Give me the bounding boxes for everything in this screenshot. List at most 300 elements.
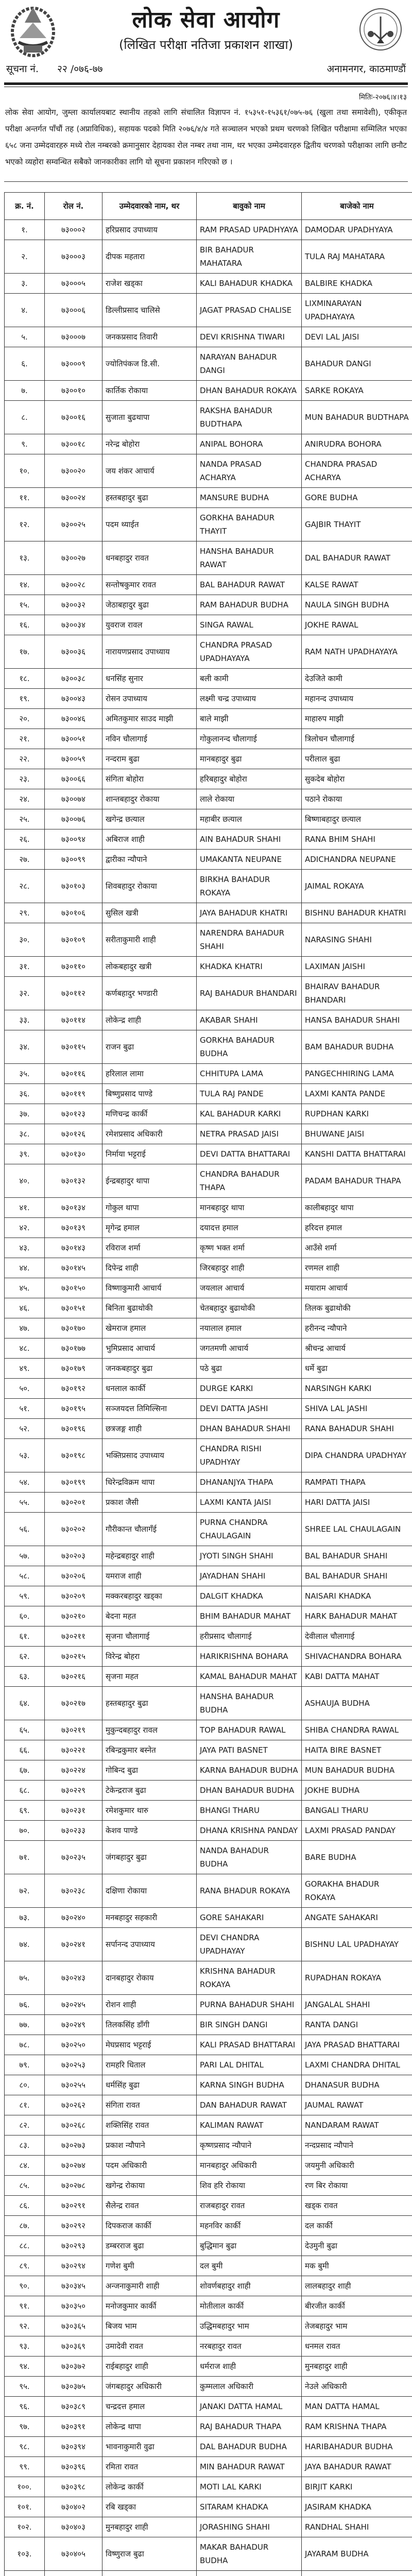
grandfather-name: खड्क रावत — [302, 2196, 412, 2216]
roll-number: ७३००७६ — [45, 809, 102, 829]
father-name: NARENDRA BAHADUR SHAHI — [197, 923, 302, 957]
serial-number: ७३. — [5, 1908, 45, 1928]
table-row — [5, 1821, 412, 1841]
father-name: TULA RAJ PANDE — [197, 1084, 302, 1104]
father-name: BAL BAHADUR RAWAT — [197, 575, 302, 595]
father-name: JAGAT PRASAD CHALISE — [197, 294, 302, 327]
grandfather-name: SARKE ROKAYA — [302, 381, 412, 401]
table-row — [5, 2115, 412, 2136]
roll-number: ७३००२८ — [45, 575, 102, 595]
grandfather-name: पठाने रोकाया — [302, 789, 412, 809]
candidate-name: मुकुन्दबहादुर रावल — [102, 1720, 197, 1740]
serial-number: ४५. — [5, 1278, 45, 1298]
candidate-name: खेमराज हमाल — [102, 1318, 197, 1338]
table-row — [5, 635, 412, 669]
roll-number: ७३०२५३ — [45, 2055, 102, 2075]
candidate-name: मृगेन्द्र हमाल — [102, 1218, 197, 1238]
grandfather-name: HARIBAHADUR BUDHA — [302, 2437, 412, 2457]
serial-number: १९. — [5, 689, 45, 709]
grandfather-name: JAYA PRASAD BHATTARAI — [302, 2035, 412, 2055]
candidate-name: अबिराज शाही — [102, 829, 197, 850]
grandfather-name: RANDHAL SHAHI — [302, 2517, 412, 2537]
table-row — [5, 2377, 412, 2397]
table-row — [5, 1687, 412, 1720]
serial-number: ६८. — [5, 1781, 45, 1801]
serial-number: ७. — [5, 381, 45, 401]
table-row — [5, 2336, 412, 2357]
grandfather-name: मुनबहादुर शाही — [302, 2357, 412, 2377]
roll-number: ७३०१७७ — [45, 1338, 102, 1359]
grandfather-name: DAMODAR UPADHYAYA — [302, 220, 412, 240]
table-row — [5, 1667, 412, 1687]
table-row — [5, 2075, 412, 2095]
serial-number: ७७. — [5, 2015, 45, 2035]
father-name: MIN BAHADUR RAWAT — [197, 2457, 302, 2477]
table-row — [5, 1084, 412, 1104]
table-row — [5, 508, 412, 541]
serial-number: ३७. — [5, 1104, 45, 1124]
serial-number: २५. — [5, 809, 45, 829]
grandfather-name: तेजबहादुर भाम — [302, 2316, 412, 2336]
serial-number: २१. — [5, 729, 45, 749]
roll-number: ७३००९४ — [45, 829, 102, 850]
grandfather-name: धनमल रावत — [302, 2336, 412, 2357]
candidate-name: गोबिन्द बुढा — [102, 1760, 197, 1781]
grandfather-name: BAHADUR DANGI — [302, 347, 412, 381]
father-name: KRISHNA BAHADUR ROKAYA — [197, 1961, 302, 1995]
father-name: हरीप्रसाद चौलागाई — [197, 1626, 302, 1647]
father-name: SINGA RAWAL — [197, 615, 302, 635]
grandfather-name: मयाराम आचार्य — [302, 1278, 412, 1298]
table-row — [5, 1379, 412, 1399]
roll-number: ७३०२४३ — [45, 1961, 102, 1995]
table-row — [5, 1064, 412, 1084]
candidate-name: जनकप्रसाद तिवारी — [102, 327, 197, 347]
notice-line — [6, 62, 406, 75]
roll-number: ७३०३८९ — [45, 2397, 102, 2417]
roll-number: ७३०२९४ — [45, 2256, 102, 2276]
father-name: DALGIT KHADKA — [197, 1586, 302, 1606]
grandfather-name: रणमल शाही — [302, 1258, 412, 1278]
table-row — [5, 1399, 412, 1419]
roll-number: ७३०००३ — [45, 240, 102, 274]
table-row — [5, 1841, 412, 1874]
serial-number: २८. — [5, 870, 45, 903]
serial-number: ५३. — [5, 1439, 45, 1472]
roll-number: ७३००२० — [45, 454, 102, 488]
table-row — [5, 749, 412, 769]
candidate-name: निर्माया भट्टराई — [102, 1144, 197, 1164]
serial-number: ६३. — [5, 1667, 45, 1687]
roll-number — [45, 2571, 102, 2576]
serial-number: १०२. — [5, 2517, 45, 2537]
serial-number: ७९. — [5, 2055, 45, 2075]
father-name: DEVI CHANDRA UPADHAYAY — [197, 1928, 302, 1961]
roll-number: ७३०३७५ — [45, 2377, 102, 2397]
serial-number: ८२. — [5, 2115, 45, 2136]
candidate-name: नरेन्द्र बोहोरा — [102, 434, 197, 454]
grandfather-name: BISHNU BAHADUR KHATRI — [302, 903, 412, 923]
table-row — [5, 434, 412, 454]
father-name: कृष्ण भक्त शर्मा — [197, 1238, 302, 1258]
roll-number: ७३०१०३ — [45, 870, 102, 903]
candidate-name: सुसिल खत्री — [102, 903, 197, 923]
page-title: लोक सेवा आयोग — [132, 7, 280, 33]
father-name: DAL BAHADUR BUDHA — [197, 2437, 302, 2457]
candidate-name: शान्तबहादुर रोकाया — [102, 789, 197, 809]
serial-number: ४१. — [5, 1198, 45, 1218]
father-name: JAYADHAN SHAHI — [197, 1566, 302, 1586]
candidate-name: सृजना महत — [102, 1667, 197, 1687]
roll-number: ७३०२२१ — [45, 1740, 102, 1760]
grandfather-name: धर्मे बुढा — [302, 1359, 412, 1379]
father-name: MAKAR BAHADUR BUDHA — [197, 2537, 302, 2571]
candidate-name: प्रकाश जैसी — [102, 1493, 197, 1513]
grandfather-name: SHREE LAL CHAULAGAIN — [302, 1513, 412, 1546]
table-row — [5, 1010, 412, 1030]
grandfather-name: माहारुप माझी — [302, 709, 412, 729]
candidate-name: मेघप्रसाद भट्टराई — [102, 2035, 197, 2055]
father-name: HANSHA BAHADUR BUDHA — [197, 1687, 302, 1720]
serial-number: ६६. — [5, 1740, 45, 1760]
candidate-name: विष्णाकुमारी आचार्य — [102, 1278, 197, 1298]
serial-number: १. — [5, 220, 45, 240]
father-name: LAXMI KANTA JAISI — [197, 1493, 302, 1513]
grandfather-name: CHANDRA PRASAD ACHARYA — [302, 454, 412, 488]
candidate-name: हस्तबहादुर बुढा — [102, 488, 197, 508]
father-name: DHAN BAHADUR ROKAYA — [197, 381, 302, 401]
candidate-name: जंगबहादुर अधिकारी — [102, 2377, 197, 2397]
candidate-name: चन्द्रदत्त हमाल — [102, 2397, 197, 2417]
table-row — [5, 2236, 412, 2256]
serial-number: १०३. — [5, 2537, 45, 2571]
father-name: चेतबहादुर बुढाथोकी — [197, 1298, 302, 1318]
father-name: लाले रोकाया — [197, 789, 302, 809]
grandfather-name: NARASING SHAHI — [302, 923, 412, 957]
father-name: JORASHING SHAHI — [197, 2517, 302, 2537]
grandfather-name: NANDARAM RAWAT — [302, 2115, 412, 2136]
candidate-name: खगेन्द्र छत्याल — [102, 809, 197, 829]
grandfather-name: JOKHE RAWAL — [302, 615, 412, 635]
serial-number: ८५. — [5, 2176, 45, 2196]
serial-number: १०. — [5, 454, 45, 488]
roll-number: ७३००२७ — [45, 541, 102, 575]
candidate-name: हरिलाल लामा — [102, 1064, 197, 1084]
father-name: CHANDRA PRASAD UPADHAYAYA — [197, 635, 302, 669]
father-name: GORKHA BAHADUR BUDHA — [197, 1030, 302, 1064]
candidate-name: नन्दराम बुढा — [102, 749, 197, 769]
roll-number: ७३०११९ — [45, 1084, 102, 1104]
grandfather-name: LAXMI KANTA PANDE — [302, 1084, 412, 1104]
candidate-name: राजन बुढा — [102, 1030, 197, 1064]
table-row — [5, 1144, 412, 1164]
father-name: DHAN BAHADUR SHAHI — [197, 1419, 302, 1439]
table-row — [5, 850, 412, 870]
roll-number: ७३०३९६ — [45, 2457, 102, 2477]
serial-number: ७४. — [5, 1928, 45, 1961]
father-name: शोवर्णबहादुर शाही — [197, 2276, 302, 2296]
grandfather-name: कालीबहादुर थापा — [302, 1198, 412, 1218]
roll-number: ७३०११४ — [45, 1010, 102, 1030]
table-row — [5, 957, 412, 977]
father-name: ANIPAL BOHORA — [197, 434, 302, 454]
father-name: CHANDRA BAHADUR THAPA — [197, 1164, 302, 1198]
grandfather-name: RANA BAHADUR SHAHI — [302, 1419, 412, 1439]
father-name — [197, 2571, 302, 2576]
table-row — [5, 1874, 412, 1908]
candidate-name: मणिचन्द्र कार्की — [102, 1104, 197, 1124]
table-row — [5, 541, 412, 575]
serial-number: ७५. — [5, 1961, 45, 1995]
serial-number: ७०. — [5, 1821, 45, 1841]
roll-number: ७३०२२४ — [45, 1760, 102, 1781]
serial-number: ९७. — [5, 2417, 45, 2437]
candidate-name: बिष्णुप्रसाद पाण्डे — [102, 1084, 197, 1104]
candidate-name: रमिता रावत — [102, 2457, 197, 2477]
candidate-name: सुजाता बुढथापा — [102, 401, 197, 434]
father-name: दल बुमी — [197, 2256, 302, 2276]
candidate-name: कर्णबहादुर भण्डारी — [102, 977, 197, 1010]
intro-paragraph: लोक सेवा आयोग, जुम्ला कार्यालयबाट स्थानीय तहको लागि संचालित विज्ञापन नं. १५३५१-१५३६१/०७५-७६ (खुला तथा समावेशी), एकीकृत परीक्षा अन्तर्गत पाँचौं तह (अप्राविधिक), सहायक पदको मिति २०७६/४/४ गते सञ्चालन भएको प्रथम चरणको लिखित परीक्षामा सम्मिलित भएका ६५८ जना उम्मेदवारहरु मध्ये रोल नम्बरको क्रमानुसार देहायका रोल नम्बर तथा नाम, थर भएका उम्मेदवारहरु द्वितीय चरणको परीक्षाका लागि छनौट भएको व्यहोरा सम्वन्धित सबैको जानकारीका लागि यो सूचना प्रकाशन गरिएको छ । — [5, 108, 407, 166]
grandfather-name: HARI DATTA JAISI — [302, 1493, 412, 1513]
candidate-name: रबिन्द्रकुमार बस्नेत — [102, 1740, 197, 1760]
roll-number: ७३००४३ — [45, 689, 102, 709]
roll-number: ७३०२०९ — [45, 1586, 102, 1606]
table-row — [5, 1908, 412, 1928]
roll-number: ७३०२१९ — [45, 1720, 102, 1740]
serial-number: ८४. — [5, 2156, 45, 2176]
father-name: बुद्धिमान बुढा — [197, 2236, 302, 2256]
candidate-name: उमादेवी रावत — [102, 2336, 197, 2357]
table-row — [5, 2517, 412, 2537]
serial-number: ३८. — [5, 1124, 45, 1144]
candidate-name: शिवबहादुर रोकाया — [102, 870, 197, 903]
father-name: RANA BHADUR ROKAYA — [197, 1874, 302, 1908]
roll-number: ७३०२२९ — [45, 1781, 102, 1801]
serial-number: २४. — [5, 789, 45, 809]
serial-number: ८१. — [5, 2095, 45, 2115]
roll-number: ७३०२०३ — [45, 1546, 102, 1566]
father-name: DHANANJYA THAPA — [197, 1472, 302, 1493]
candidate-name: मनोजकुमार कार्की — [102, 2296, 197, 2316]
grandfather-name: PADAM BAHADUR THAPA — [302, 1164, 412, 1198]
candidate-name: दानबहादुर रोकाय — [102, 1961, 197, 1995]
father-name: CHANDRA RISHI UPADHYAY — [197, 1439, 302, 1472]
serial-number: ६०. — [5, 1606, 45, 1626]
candidate-name: जनकबहादुर बुढा — [102, 1359, 197, 1379]
serial-number: ८३. — [5, 2136, 45, 2156]
candidate-name: दक्षिणा रोकाया — [102, 1874, 197, 1908]
table-row — [5, 401, 412, 434]
candidate-name: सन्तोषकुमार रावत — [102, 575, 197, 595]
roll-number: ७३०३९१ — [45, 2417, 102, 2437]
candidate-name: पदम थ्याईत — [102, 508, 197, 541]
table-row — [5, 294, 412, 327]
grandfather-name: नन्दप्रसाद न्यौपाने — [302, 2136, 412, 2156]
serial-number: ४३. — [5, 1238, 45, 1258]
serial-number: १६. — [5, 615, 45, 635]
roll-number: ७३००१६ — [45, 401, 102, 434]
table-row — [5, 1720, 412, 1740]
grandfather-name: महानन्द उपाध्याय — [302, 689, 412, 709]
roll-number: ७३०१३४ — [45, 1198, 102, 1218]
roll-number: ७३०२९१ — [45, 2196, 102, 2216]
serial-number: ८७. — [5, 2216, 45, 2236]
candidate-name: जेठाबहादुर बुढा — [102, 595, 197, 615]
table-row — [5, 729, 412, 749]
candidate-name: धनसिंह सुनार — [102, 669, 197, 689]
serial-number: ११. — [5, 488, 45, 508]
table-row — [5, 1546, 412, 1566]
table-row — [5, 2417, 412, 2437]
father-name: JAYA BAHADUR KHATRI — [197, 903, 302, 923]
grandfather-name: DEVI LAL JAISI — [302, 327, 412, 347]
grandfather-name: JAUMAL RAWAT — [302, 2095, 412, 2115]
roll-number: ७३००३८ — [45, 669, 102, 689]
father-name: JANAKI DATTA HAMAL — [197, 2397, 302, 2417]
father-name: महनविर कार्की — [197, 2216, 302, 2236]
serial-number: १२. — [5, 508, 45, 541]
grandfather-name: LAXMI CHANDRA DHITAL — [302, 2055, 412, 2075]
table-row — [5, 327, 412, 347]
table-row — [5, 575, 412, 595]
table-row — [5, 1493, 412, 1513]
roll-number: ७३००३४ — [45, 615, 102, 635]
serial-number: ५७. — [5, 1546, 45, 1566]
roll-number: ७३०२९२ — [45, 2216, 102, 2236]
roll-number: ७३००३२ — [45, 595, 102, 615]
grandfather-name: नेउले अधिकारी — [302, 2377, 412, 2397]
grandfather-name: DHANASUR BUDHA — [302, 2075, 412, 2095]
father-name: नरबहादुर रावत — [197, 2336, 302, 2357]
table-row — [5, 1198, 412, 1218]
father-name: DAN BAHADUR RAWAT — [197, 2095, 302, 2115]
table-row — [5, 2196, 412, 2216]
grandfather-name: LAXIMAN JAISHI — [302, 957, 412, 977]
table-row — [5, 1606, 412, 1626]
candidate-name: धर्मसिंह बुढा — [102, 2075, 197, 2095]
father-name: PURNA CHANDRA CHAULAGAIN — [197, 1513, 302, 1546]
serial-number: ५९. — [5, 1586, 45, 1606]
table-row — [5, 977, 412, 1010]
father-name: BHIM BAHADUR MAHAT — [197, 1606, 302, 1626]
serial-number: ५५. — [5, 1493, 45, 1513]
table-row — [5, 2296, 412, 2316]
grandfather-name: KALSE RAWAT — [302, 575, 412, 595]
candidate-name: रोसन उपाध्याय — [102, 689, 197, 709]
table-body — [5, 220, 412, 2576]
grandfather-name: RAMPATI THAPA — [302, 1472, 412, 1493]
candidate-name: रोशन शाही — [102, 1995, 197, 2015]
serial-number: ६५. — [5, 1720, 45, 1740]
father-name: BIRKHA BAHADUR ROKAYA — [197, 870, 302, 903]
candidate-name: केशव पाण्डे — [102, 1821, 197, 1841]
serial-number: ९०. — [5, 2276, 45, 2296]
grandfather-name: MAN DATTA HAMAL — [302, 2397, 412, 2417]
table-row — [5, 615, 412, 635]
candidate-name: मक्करबहादुर खड्का — [102, 1586, 197, 1606]
table-row — [5, 1995, 412, 2015]
father-name: मोतीलाल कार्की — [197, 2296, 302, 2316]
roll-number: ७३०२११ — [45, 1626, 102, 1647]
father-name: गोकुलानन्द चौलागाई — [197, 729, 302, 749]
table-row — [5, 1124, 412, 1144]
serial-number: ४८. — [5, 1338, 45, 1359]
grandfather-name: JANGALAL SHAHI — [302, 1995, 412, 2015]
notice-number: २२ /०७६-७७ — [57, 63, 103, 75]
serial-number: ९५. — [5, 2377, 45, 2397]
grandfather-name: BHAIRAV BAHADUR BHANDARI — [302, 977, 412, 1010]
table-row — [5, 2437, 412, 2457]
candidate-name: अन्जनाकुमारी शाही — [102, 2276, 197, 2296]
table-row — [5, 1928, 412, 1961]
roll-number: ७३०१७० — [45, 1318, 102, 1338]
roll-number: ७३०२०६ — [45, 1566, 102, 1586]
serial-number: ५०. — [5, 1379, 45, 1399]
candidate-name: राजेश खड्का — [102, 274, 197, 294]
serial-number: १४. — [5, 575, 45, 595]
father-name: NETRA PRASAD JAISI — [197, 1124, 302, 1144]
roll-number: ७३०००५ — [45, 274, 102, 294]
roll-number: ७३०१२३ — [45, 1104, 102, 1124]
candidate-name: जय शंकर आचार्य — [102, 454, 197, 488]
grandfather-name: BAM BAHADUR BUDHA — [302, 1030, 412, 1064]
grandfather-name: RUPDHAN KARKI — [302, 1104, 412, 1124]
grandfather-name: लालबहादुर शाही — [302, 2276, 412, 2296]
candidate-name: दीपक महतारा — [102, 240, 197, 274]
table-row — [5, 709, 412, 729]
father-name: MANSURE BUDHA — [197, 488, 302, 508]
father-name: जयलाल आचार्य — [197, 1278, 302, 1298]
serial-number: ३४. — [5, 1030, 45, 1064]
serial-number: ७८. — [5, 2035, 45, 2055]
father-name: DURGE KARKI — [197, 1379, 302, 1399]
father-name: TOP BAHADUR RAWAL — [197, 1720, 302, 1740]
roll-number: ७३०००२ — [45, 220, 102, 240]
table-row — [5, 1472, 412, 1493]
father-name: मानबहादुर अधिकारी — [197, 2156, 302, 2176]
grandfather-name: बिष्णाबहादुर छत्याल — [302, 809, 412, 829]
table-header-row — [5, 193, 412, 220]
serial-number: ५. — [5, 327, 45, 347]
serial-number: १७. — [5, 635, 45, 669]
roll-number: ७३०२४५ — [45, 1995, 102, 2015]
serial-number: ९. — [5, 434, 45, 454]
table-row — [5, 903, 412, 923]
table-row — [5, 1513, 412, 1546]
intro-divider — [4, 181, 408, 182]
roll-number: ७३०००६ — [45, 294, 102, 327]
grandfather-name: PANGECHHIRING LAMA — [302, 1064, 412, 1084]
notice-date: मितिः-२०७६।४।१३ — [358, 93, 407, 101]
serial-number: १००. — [5, 2477, 45, 2497]
table-row — [5, 2055, 412, 2075]
candidate-name: विरेन्द्र बोहरा — [102, 1647, 197, 1667]
serial-number: ३३. — [5, 1010, 45, 1030]
grandfather-name: RANA BHIM SHAHI — [302, 829, 412, 850]
candidate-name: बिनिता बुढाथोकी — [102, 1298, 197, 1318]
father-name: कृष्णप्रसाद न्यौपाने — [197, 2136, 302, 2156]
father-name: महाबीर छत्याल — [197, 809, 302, 829]
candidate-name: खगेन्द्र रोकाया — [102, 2176, 197, 2196]
table-row — [5, 1258, 412, 1278]
candidate-name: ईन्द्रबहादुर थापा — [102, 1164, 197, 1198]
serial-number: ५८. — [5, 1566, 45, 1586]
father-name: RAM PRASAD UPADHYAYA — [197, 220, 302, 240]
serial-number: ७६. — [5, 1995, 45, 2015]
col-header-father: बावुको नाम — [197, 193, 302, 220]
serial-number: ८८. — [5, 2236, 45, 2256]
